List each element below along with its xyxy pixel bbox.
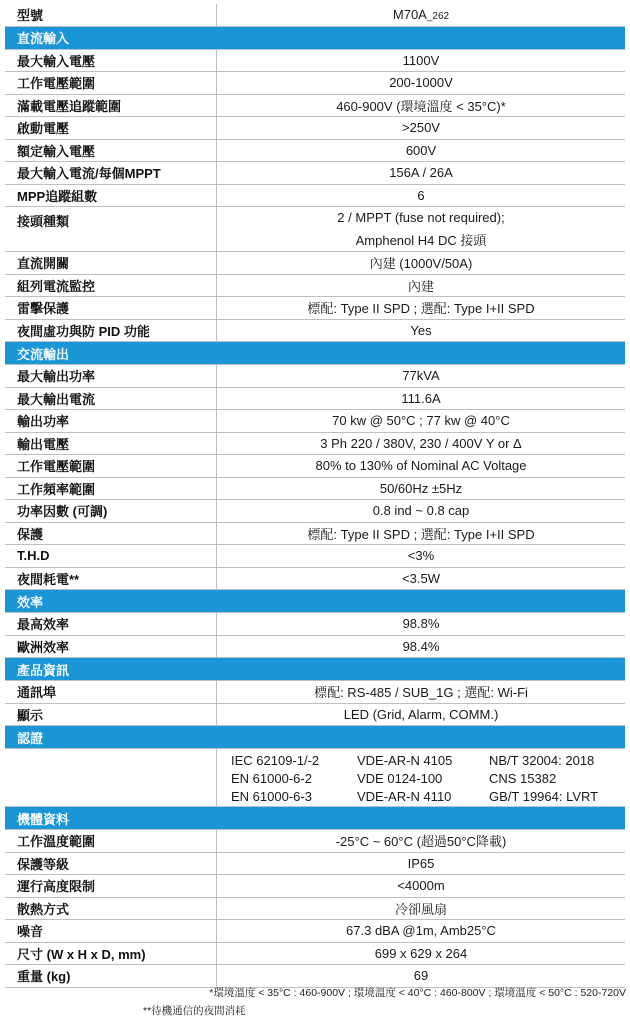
spec-value: 69 [413, 968, 429, 984]
spec-row [5, 523, 625, 546]
model-label: 型號 [5, 4, 217, 26]
model-suffix: _262 [426, 11, 450, 23]
spec-label: 接頭種類 [5, 207, 217, 251]
spec-label: 尺寸 (W x H x D, mm) [5, 943, 217, 965]
spec-value: IP65 [407, 855, 435, 871]
section-header-certification: 認證 [5, 726, 625, 749]
spec-value: <3.5W [402, 570, 440, 586]
footnote-1: *環境溫度 < 35°C : 460-900V ; 環境溫度 < 40°C : 460-800V ; 環境溫度 < 50°C : 520-720V [209, 987, 626, 999]
spec-label: 最大輸出功率 [5, 365, 217, 387]
section-header-efficiency: 效率 [5, 590, 625, 613]
spec-row [5, 898, 625, 921]
spec-row [5, 681, 625, 704]
spec-value: 50/60Hz ±5Hz [379, 480, 463, 496]
spec-sheet [5, 4, 625, 988]
spec-label: 組列電流監控 [5, 275, 217, 297]
spec-row [5, 433, 625, 456]
spec-row [5, 478, 625, 501]
spec-value: 67.3 dBA @1m, Amb25°C [346, 923, 496, 939]
mechanical-rows [5, 830, 625, 988]
spec-row [5, 365, 625, 388]
certification-item: EN 61000-6-2 [231, 771, 312, 786]
spec-row [5, 943, 625, 966]
spec-row [5, 95, 625, 118]
spec-label: 保護 [5, 523, 217, 545]
spec-value: 標配: Type II SPD ; 選配: Type I+II SPD [307, 301, 535, 317]
ac-output-rows [5, 365, 625, 590]
spec-label: 最大輸入電流/每個MPPT [5, 162, 217, 184]
spec-value: 460-900V (環境溫度 < 35°C)* [336, 98, 506, 114]
spec-row [5, 500, 625, 523]
spec-label: 歐洲效率 [5, 636, 217, 658]
product-info-rows [5, 681, 625, 726]
spec-row [5, 568, 625, 591]
spec-row [5, 185, 625, 208]
spec-value: Yes [410, 322, 432, 338]
certification-row [5, 749, 625, 807]
certification-item: CNS 15382 [489, 771, 557, 786]
spec-value: 70 kw @ 50°C ; 77 kw @ 40°C [332, 413, 510, 429]
spec-label: 夜間虛功與防 PID 功能 [5, 320, 217, 342]
spec-label: 輸出電壓 [5, 433, 217, 455]
certification-label-cell [5, 749, 217, 807]
spec-label: 最大輸出電流 [5, 388, 217, 410]
spec-label: 功率因數 (可調) [5, 500, 217, 522]
spec-row [5, 140, 625, 163]
section-header-product-info: 產品資訊 [5, 658, 625, 681]
spec-row [5, 275, 625, 298]
spec-value: 標配: RS-485 / SUB_1G ; 選配: Wi-Fi [314, 685, 528, 701]
section-header-ac-output: 交流輸出 [5, 342, 625, 365]
spec-value: 0.8 ind ~ 0.8 cap [372, 503, 470, 519]
certification-item: VDE-AR-N 4105 [357, 753, 453, 768]
spec-label: MPP追蹤組數 [5, 185, 217, 207]
footnote-2: **待機通信的夜間消耗 [143, 1005, 246, 1017]
spec-value: 3 Ph 220 / 380V, 230 / 400V Y or Δ [320, 435, 522, 451]
spec-row [5, 636, 625, 659]
spec-value: 111.6A [401, 390, 441, 406]
spec-value [217, 207, 625, 251]
spec-label: 輸出功率 [5, 410, 217, 432]
certification-item: EN 61000-6-3 [231, 789, 312, 804]
spec-row [5, 297, 625, 320]
spec-label: 通訊埠 [5, 681, 217, 703]
spec-value: 200-1000V [389, 75, 453, 91]
certification-item: VDE-AR-N 4110 [357, 789, 452, 804]
spec-row [5, 920, 625, 943]
spec-value: 600V [405, 142, 437, 158]
spec-label: 工作溫度範圍 [5, 830, 217, 852]
spec-label: 最大輸入電壓 [5, 50, 217, 72]
spec-label: 滿載電壓追蹤範圍 [5, 95, 217, 117]
connector-line-2: Amphenol H4 DC 接頭 [355, 232, 487, 248]
certification-item: VDE 0124-100 [357, 771, 443, 786]
spec-row [5, 830, 625, 853]
spec-label: T.H.D [5, 545, 217, 567]
spec-label: 重量 (kg) [5, 965, 217, 987]
connector-line-1: 2 / MPPT (fuse not required); [337, 209, 505, 225]
section-header-dc-input: 直流輸入 [5, 27, 625, 50]
certification-item: IEC 62109-1/-2 [231, 753, 320, 768]
certification-grid [217, 749, 625, 805]
spec-row [5, 853, 625, 876]
model-name: M70A [392, 7, 427, 23]
spec-row [5, 704, 625, 727]
spec-label: 直流開關 [5, 252, 217, 274]
spec-row [5, 875, 625, 898]
spec-row [5, 545, 625, 568]
spec-row [5, 455, 625, 478]
spec-label: 散熱方式 [5, 898, 217, 920]
spec-label: 雷擊保護 [5, 297, 217, 319]
spec-label: 啟動電壓 [5, 117, 217, 139]
section-header-mechanical: 機體資料 [5, 807, 625, 830]
spec-value: 冷卻風扇 [394, 901, 447, 917]
spec-value: 80% to 130% of Nominal AC Voltage [315, 458, 527, 474]
spec-label: 保護等級 [5, 853, 217, 875]
spec-row [5, 162, 625, 185]
certification-item: GB/T 19964: LVRT [489, 789, 599, 804]
model-row [5, 4, 625, 27]
spec-value: 77kVA [402, 368, 440, 384]
spec-label: 工作電壓範圍 [5, 455, 217, 477]
spec-label: 噪音 [5, 920, 217, 942]
spec-value: 內建 [407, 278, 434, 294]
spec-row [5, 72, 625, 95]
spec-value: 699 x 629 x 264 [374, 945, 468, 961]
spec-value: 1100V [402, 52, 440, 68]
spec-row [5, 117, 625, 140]
spec-value: >250V [402, 120, 440, 136]
model-value [217, 7, 625, 22]
spec-value: 內建 (1000V/50A) [369, 256, 473, 272]
spec-value: 156A / 26A [389, 165, 453, 181]
efficiency-rows [5, 613, 625, 658]
spec-value: <3% [407, 548, 435, 564]
spec-row [5, 50, 625, 73]
spec-label: 最高效率 [5, 613, 217, 635]
spec-value: 98.8% [402, 616, 440, 632]
spec-value: 6 [417, 187, 425, 203]
spec-value: -25°C ~ 60°C (超過50°C降載) [335, 834, 507, 850]
spec-label: 工作頻率範圍 [5, 478, 217, 500]
spec-row [5, 613, 625, 636]
spec-row [5, 320, 625, 343]
spec-label: 運行高度限制 [5, 875, 217, 897]
spec-row [5, 388, 625, 411]
spec-value: <4000m [397, 878, 445, 894]
spec-value: 標配: Type II SPD ; 選配: Type I+II SPD [307, 526, 535, 542]
spec-label: 夜間耗電** [5, 568, 217, 590]
dc-input-rows-2 [5, 252, 625, 342]
spec-row [5, 252, 625, 275]
certification-item: NB/T 32004: 2018 [489, 753, 595, 768]
footnotes [0, 984, 626, 1020]
spec-label: 額定輸入電壓 [5, 140, 217, 162]
dc-input-rows [5, 50, 625, 208]
spec-row [5, 410, 625, 433]
spec-label: 工作電壓範圍 [5, 72, 217, 94]
spec-row-connector [5, 207, 625, 252]
spec-value: 98.4% [402, 638, 440, 654]
spec-label: 顯示 [5, 704, 217, 726]
spec-value: LED (Grid, Alarm, COMM.) [343, 706, 499, 722]
